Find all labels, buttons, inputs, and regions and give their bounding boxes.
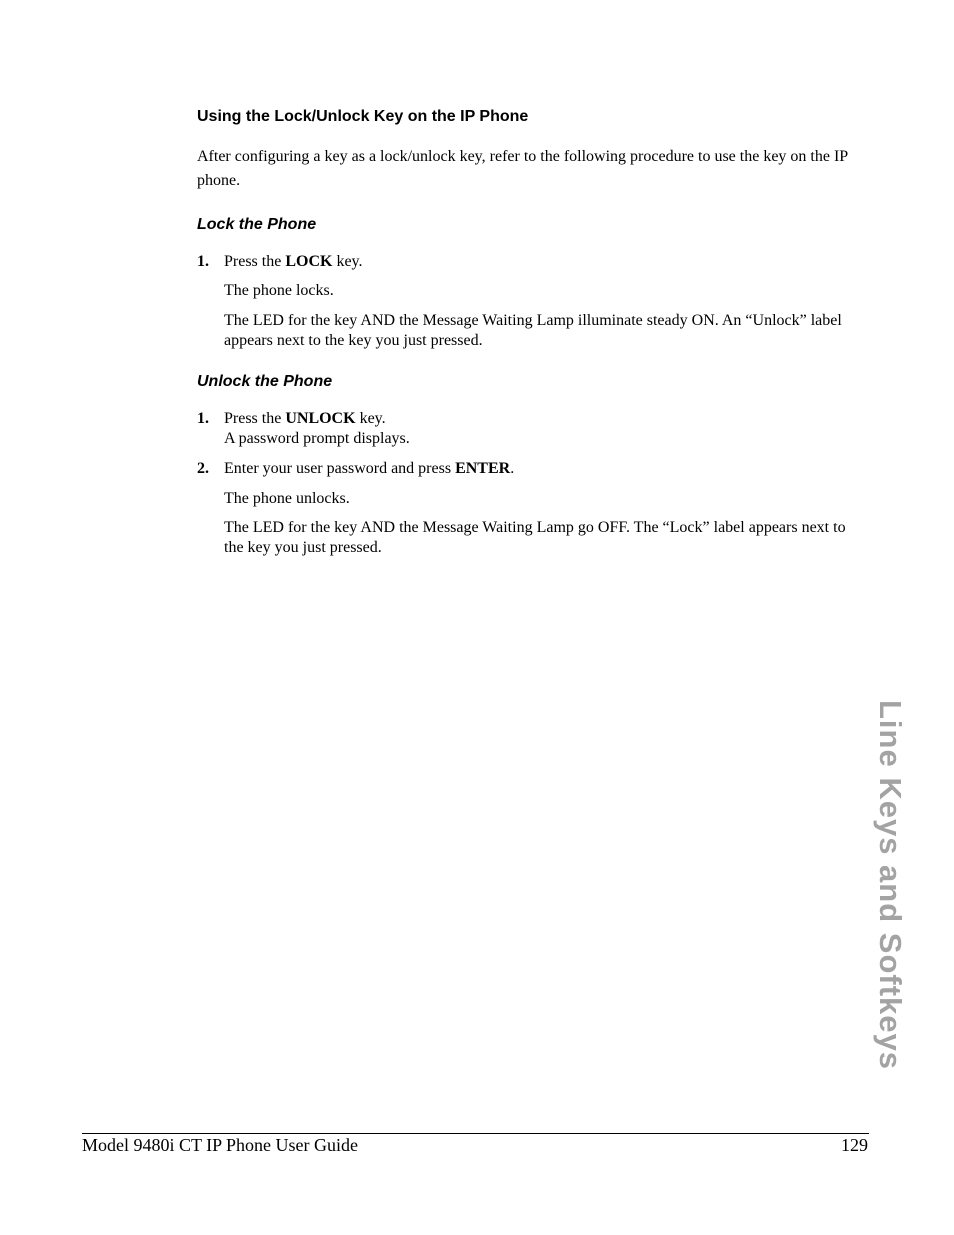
- page-number: 129: [841, 1135, 868, 1155]
- unlock-heading: Unlock the Phone: [197, 373, 333, 390]
- intro-paragraph: After configuring a key as a lock/unlock key, refer to the following procedure to use the key on the IP phone.: [197, 148, 848, 189]
- step-text: [224, 459, 869, 479]
- lock-heading: Lock the Phone: [197, 216, 317, 233]
- lock-result-1: The phone locks.: [224, 282, 334, 299]
- unlock-step-1: [197, 409, 869, 449]
- step-suffix: .: [510, 460, 515, 477]
- footer-title: Model 9480i CT IP Phone User Guide: [82, 1135, 358, 1155]
- step-note: A password prompt displays.: [224, 430, 410, 447]
- key-name: ENTER: [455, 460, 511, 477]
- step-number: 2.: [197, 460, 209, 477]
- lock-result-2: The LED for the key AND the Message Waiting Lamp illuminate steady ON. An “Unlock” label appears next to the key you just pressed.: [224, 312, 842, 349]
- step-text: [224, 252, 869, 272]
- step-number: 1.: [197, 410, 209, 427]
- step-suffix: key.: [332, 253, 363, 270]
- step-suffix: key.: [355, 410, 386, 427]
- step-number: 1.: [197, 253, 209, 270]
- unlock-result-1: The phone unlocks.: [224, 490, 350, 507]
- step-prefix: Press the: [224, 410, 286, 427]
- key-name: UNLOCK: [285, 410, 356, 427]
- unlock-result-2: The LED for the key AND the Message Waiting Lamp go OFF. The “Lock” label appears next to the key you just pressed.: [224, 519, 846, 556]
- step-text: [224, 409, 869, 449]
- key-name: LOCK: [285, 253, 333, 270]
- step-prefix: Press the: [224, 253, 286, 270]
- chapter-side-tab: Line Keys and Softkeys: [873, 700, 908, 1071]
- section-heading: Using the Lock/Unlock Key on the IP Phone: [197, 108, 529, 125]
- step-prefix: Enter your user password and press: [224, 460, 456, 477]
